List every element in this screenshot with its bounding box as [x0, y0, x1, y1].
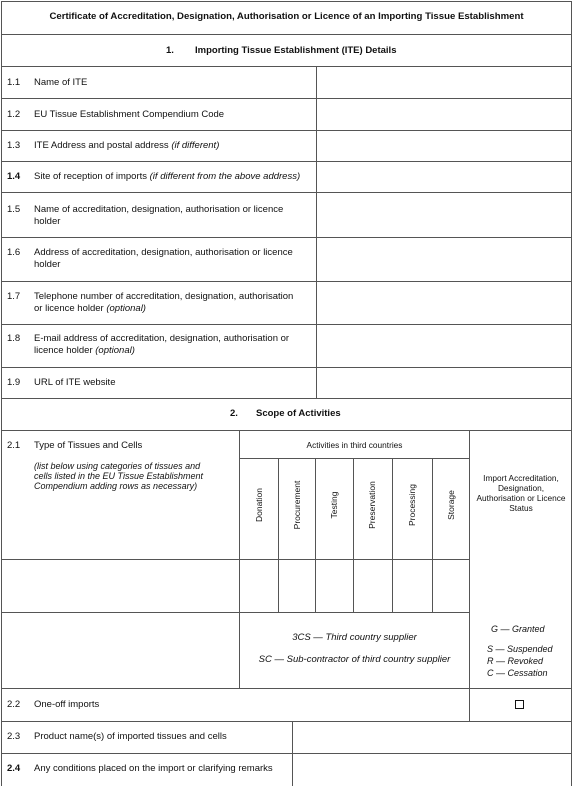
procurement-entry[interactable] — [279, 560, 315, 611]
legend-granted: G — Granted — [491, 624, 545, 634]
row-number: 1.3 — [7, 140, 21, 151]
status-header: Import Accreditation, — [483, 473, 559, 483]
site-of-reception-field[interactable] — [317, 162, 571, 192]
divider — [1, 430, 572, 431]
name-of-ite-field[interactable] — [317, 67, 571, 98]
row-label-tissue-types: Type of Tissues and Cells — [34, 440, 143, 451]
section1-number: 1. — [166, 45, 174, 56]
activity-procurement: Procurement — [292, 480, 302, 530]
holder-email-field[interactable] — [317, 325, 571, 367]
status-header: Authorisation or Licence — [476, 493, 566, 503]
tissue-types-note: Compendium adding rows as necessary) — [34, 481, 198, 491]
product-names-field[interactable] — [293, 722, 571, 753]
row-label-product-names: Product name(s) of imported tissues and cells — [34, 731, 227, 742]
activity-storage: Storage — [446, 490, 456, 520]
conditions-field[interactable] — [293, 754, 571, 786]
preservation-entry[interactable] — [354, 560, 392, 611]
tissue-types-note: (list below using categories of tissues and — [34, 461, 201, 471]
one-off-imports-checkbox[interactable] — [515, 700, 524, 709]
activity-donation: Donation — [254, 487, 264, 523]
status-header: Status — [509, 503, 533, 513]
section1-heading: Importing Tissue Establishment (ITE) Details — [195, 45, 397, 56]
divider — [1, 688, 572, 689]
divider — [1, 612, 469, 613]
legend-suspended: S — Suspended — [487, 644, 553, 654]
legend-cessation: C — Cessation — [487, 668, 548, 678]
activity-preservation: Preservation — [367, 481, 377, 529]
row-label-one-off-imports: One-off imports — [34, 699, 100, 710]
row-label-holder-name-cont: holder — [34, 216, 61, 227]
row-number: 1.2 — [7, 109, 21, 120]
activities-header: Activities in third countries — [306, 440, 403, 450]
processing-entry[interactable] — [393, 560, 432, 611]
row-label-holder-address: Address of accreditation, designation, authorisation or licence — [34, 247, 293, 258]
legend-third-country-supplier: 3CS — Third country supplier — [292, 632, 417, 643]
tissue-types-note: cells listed in the EU Tissue Establishment — [34, 471, 203, 481]
row-label-ite-website: URL of ITE website — [34, 377, 116, 388]
row-number: 1.4 — [7, 171, 21, 182]
holder-name-field[interactable] — [317, 193, 571, 237]
row-label-holder-address-cont: holder — [34, 259, 61, 270]
holder-address-field[interactable] — [317, 238, 571, 281]
certificate-title: Certificate of Accreditation, Designation, Authorisation or Licence of an Importing Tissue Establishment — [49, 11, 524, 22]
row-number: 1.8 — [7, 333, 21, 344]
tissue-type-entry[interactable] — [2, 560, 239, 611]
row-number: 2.3 — [7, 731, 21, 742]
row-label-holder-telephone-cont: or licence holder (optional) — [34, 303, 146, 314]
activity-processing: Processing — [407, 483, 417, 527]
row-label-conditions: Any conditions placed on the import or clarifying remarks — [34, 763, 273, 774]
row-label-holder-email: E-mail address of accreditation, designation, authorisation or — [34, 333, 290, 344]
row-label-name-of-ite: Name of ITE — [34, 77, 88, 88]
row-number: 1.5 — [7, 204, 21, 215]
status-entry[interactable] — [470, 560, 571, 611]
activity-testing: Testing — [329, 491, 339, 519]
section2-heading: Scope of Activities — [256, 408, 341, 419]
legend-sub-contractor: SC — Sub-contractor of third country supplier — [258, 654, 451, 665]
ite-website-field[interactable] — [317, 368, 571, 398]
status-header: Designation, — [497, 483, 545, 493]
row-label-holder-email-cont: licence holder (optional) — [34, 345, 135, 356]
row-number: 1.6 — [7, 247, 21, 258]
holder-telephone-field[interactable] — [317, 282, 571, 324]
row-number: 2.4 — [7, 763, 21, 774]
row-number: 1.9 — [7, 377, 21, 388]
row-number: 1.7 — [7, 291, 21, 302]
row-label-holder-telephone: Telephone number of accreditation, designation, authorisation — [34, 291, 294, 302]
testing-entry[interactable] — [316, 560, 353, 611]
row-label-site-of-reception: Site of reception of imports (if different from the above address) — [34, 171, 301, 182]
legend-revoked: R — Revoked — [487, 656, 544, 666]
row-number: 2.2 — [7, 699, 21, 710]
divider — [1, 34, 572, 35]
row-number: 2.1 — [7, 440, 21, 451]
divider — [240, 458, 469, 459]
divider — [1, 398, 572, 399]
row-label-compendium-code: EU Tissue Establishment Compendium Code — [34, 109, 225, 120]
storage-entry[interactable] — [433, 560, 469, 611]
row-label-holder-name: Name of accreditation, designation, authorisation or licence — [34, 204, 284, 215]
ite-address-field[interactable] — [317, 131, 571, 161]
donation-entry[interactable] — [240, 560, 278, 611]
row-number: 1.1 — [7, 77, 21, 88]
row-label-ite-address: ITE Address and postal address (if different) — [34, 140, 220, 151]
section2-number: 2. — [230, 408, 238, 419]
compendium-code-field[interactable] — [317, 99, 571, 130]
